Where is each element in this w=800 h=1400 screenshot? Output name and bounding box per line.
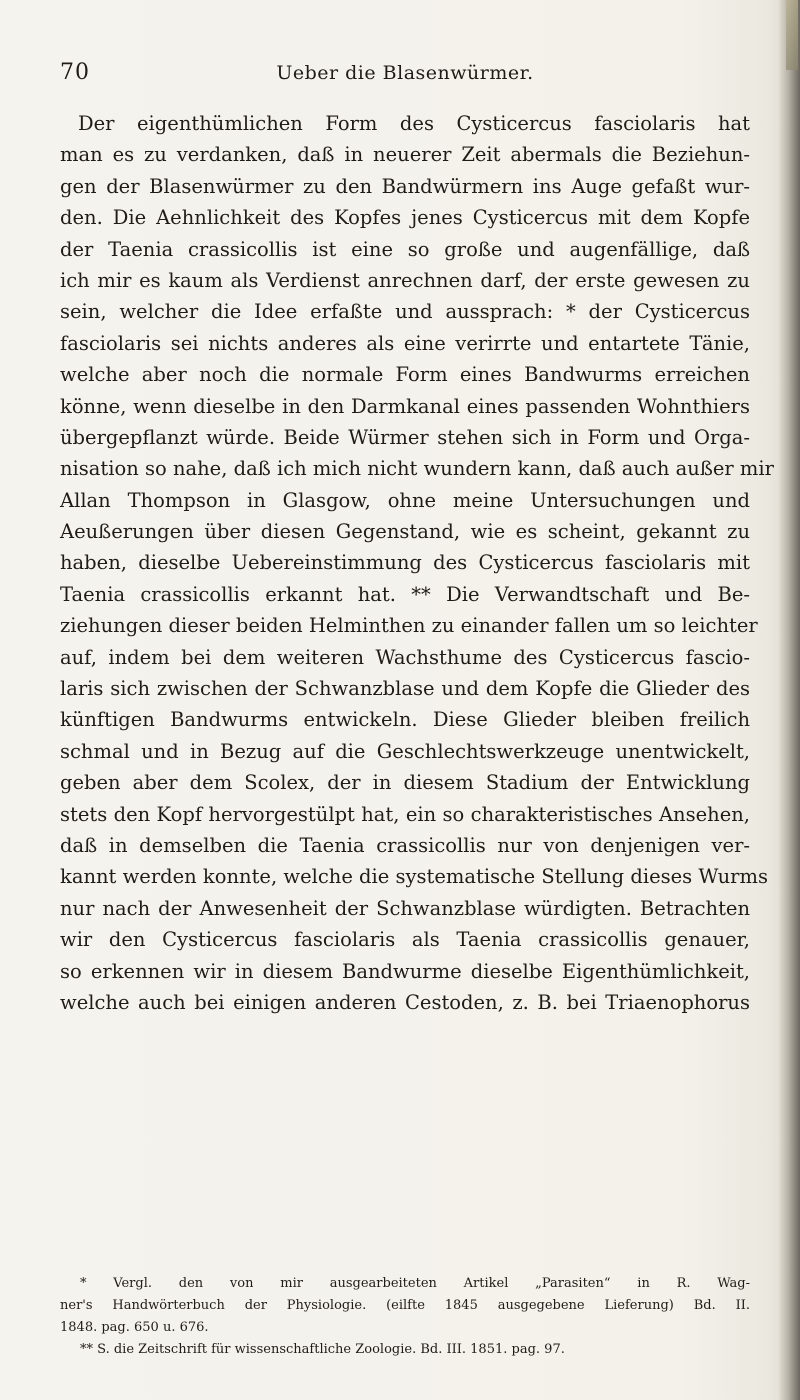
page-edge-mark <box>786 0 798 70</box>
text-line: nur nach der Anwesenheit der Schwanzblase würdigten. Betrachten <box>60 896 750 920</box>
text-line: man es zu verdanken, daß in neuerer Zeit abermals die Beziehun- <box>60 143 750 167</box>
text-line: welche auch bei einigen anderen Cestoden, z. B. bei Triaenophorus <box>60 990 750 1014</box>
text-line: kannt werden konnte, welche die systematische Stellung dieses Wurms <box>60 865 768 889</box>
footnote-line: ner's Handwörterbuch der Physiologie. (eilfte 1845 ausgegebene Lieferung) Bd. II. <box>60 1298 750 1313</box>
text-line: fasciolaris sei nichts anderes als eine verirrte und entartete Tänie, <box>60 331 750 355</box>
text-line: Allan Thompson in Glasgow, ohne meine Untersuchungen und <box>60 488 750 512</box>
text-line: geben aber dem Scolex, der in diesem Stadium der Entwicklung <box>60 771 750 795</box>
text-line: ich mir es kaum als Verdienst anrechnen darf, der erste gewesen zu <box>60 268 750 292</box>
text-line: wir den Cysticercus fasciolaris als Taenia crassicollis genauer, <box>60 928 750 952</box>
footnotes <box>60 1273 750 1361</box>
text-line: Der eigenthümlichen Form des Cysticercus fasciolaris hat <box>78 112 750 135</box>
footnote-line: ** S. die Zeitschrift für wissenschaftliche Zoologie. Bd. III. 1851. pag. 97. <box>80 1342 565 1357</box>
running-head: Ueber die Blasenwürmer. <box>276 62 534 84</box>
text-line: stets den Kopf hervorgestülpt hat, ein so charakteristisches Ansehen, <box>60 802 750 826</box>
footnote-line: * Vergl. den von mir ausgearbeiteten Artikel „Parasiten“ in R. Wag- <box>80 1276 750 1291</box>
page-number: 70 <box>60 60 90 85</box>
text-line: auf, indem bei dem weiteren Wachsthume des Cysticercus fascio- <box>60 645 750 669</box>
footnote-line: 1848. pag. 650 u. 676. <box>60 1320 209 1335</box>
text-line: Taenia crassicollis erkannt hat. ** Die Verwandtschaft und Be- <box>60 582 750 606</box>
text-line: schmal und in Bezug auf die Geschlechtswerkzeuge unentwickelt, <box>60 739 750 763</box>
page-edge-shadow <box>778 0 800 1400</box>
text-line: daß in demselben die Taenia crassicollis nur von denjenigen ver- <box>60 833 750 857</box>
text-line: der Taenia crassicollis ist eine so große und augenfällige, daß <box>60 237 750 261</box>
body-text <box>60 108 774 1018</box>
text-line: Aeußerungen über diesen Gegenstand, wie es scheint, gekannt zu <box>60 520 750 544</box>
text-line: so erkennen wir in diesem Bandwurme dieselbe Eigenthümlichkeit, <box>60 959 750 983</box>
text-line: ziehungen dieser beiden Helminthen zu einander fallen um so leichter <box>60 614 758 638</box>
text-line: übergepflanzt würde. Beide Würmer stehen sich in Form und Orga- <box>60 425 750 449</box>
text-line: gen der Blasenwürmer zu den Bandwürmern ins Auge gefaßt wur- <box>60 174 750 198</box>
text-line: haben, dieselbe Uebereinstimmung des Cysticercus fasciolaris mit <box>60 551 750 575</box>
text-line: nisation so nahe, daß ich mich nicht wundern kann, daß auch außer mir <box>60 457 774 481</box>
text-line: welche aber noch die normale Form eines Bandwurms erreichen <box>60 363 750 387</box>
text-line: laris sich zwischen der Schwanzblase und dem Kopfe die Glieder des <box>60 677 750 701</box>
text-line: sein, welcher die Idee erfaßte und aussprach: * der Cysticercus <box>60 300 750 324</box>
page-header <box>60 60 750 92</box>
text-line: den. Die Aehnlichkeit des Kopfes jenes Cysticercus mit dem Kopfe <box>60 206 750 230</box>
text-line: künftigen Bandwurms entwickeln. Diese Glieder bleiben freilich <box>60 708 750 732</box>
text-line: könne, wenn dieselbe in den Darmkanal eines passenden Wohnthiers <box>60 394 750 418</box>
